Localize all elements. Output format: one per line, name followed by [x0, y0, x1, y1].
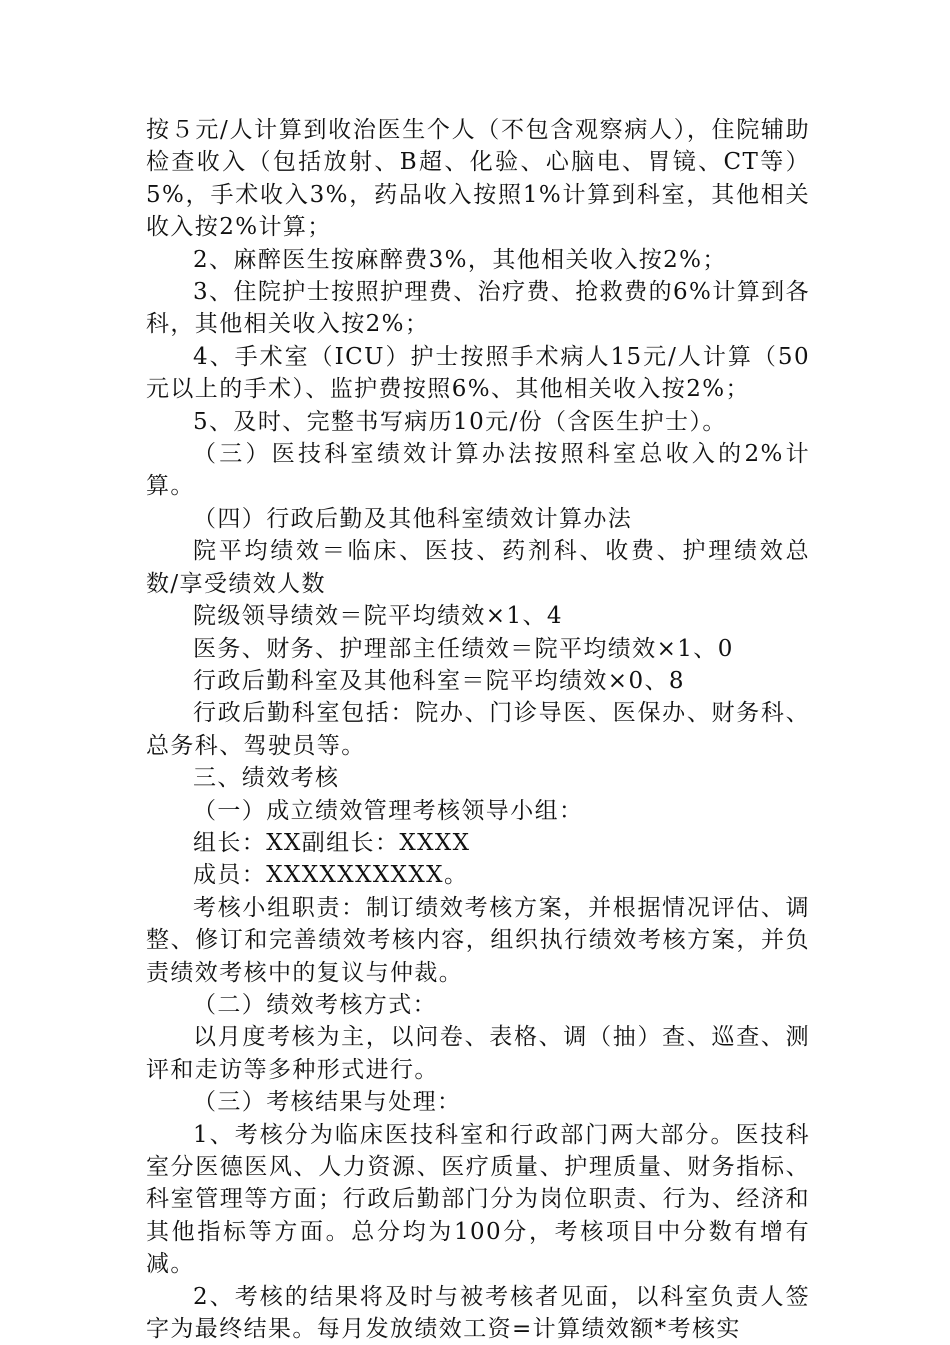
paragraph: 以月度考核为主，以问卷、表格、调（抽）查、巡查、测评和走访等多种形式进行。 — [146, 1024, 810, 1083]
paragraph: 医务、财务、护理部主任绩效＝院平均绩效×1、0 — [193, 635, 734, 662]
paragraph: 院平均绩效＝临床、医技、药剂科、收费、护理绩效总数/享受绩效人数 — [146, 538, 810, 597]
paragraph: 2、考核的结果将及时与被考核者见面，以科室负责人签字为最终结果。每月发放绩效工资=计算绩效额*考核实 — [146, 1283, 810, 1343]
paragraph: 4、手术室（ICU）护士按照手术病人15元/人计算（50元以上的手术）、监护费按照6%、其他相关收入按2%； — [146, 343, 810, 403]
paragraph: 3、住院护士按照护理费、治疗费、抢救费的6%计算到各科，其他相关收入按2%； — [146, 279, 810, 338]
document-body — [146, 114, 810, 1345]
paragraph: （四）行政后勤及其他科室绩效计算办法 — [193, 505, 633, 532]
paragraph: 行政后勤科室包括：院办、门诊导医、医保办、财务科、总务科、驾驶员等。 — [146, 700, 810, 759]
paragraph: 成员：XXXXXXXXXX。 — [193, 862, 469, 889]
paragraph: 行政后勤科室及其他科室＝院平均绩效×0、8 — [193, 667, 685, 694]
subsection-heading: （二）绩效考核方式： — [193, 991, 437, 1018]
section-heading: 三、绩效考核 — [193, 765, 340, 792]
paragraph: 考核小组职责：制订绩效考核方案，并根据情况评估、调整、修订和完善绩效考核内容，组织执行绩效考核方案，并负责绩效考核中的复议与仲裁。 — [146, 894, 810, 986]
paragraph: 2、麻醉医生按麻醉费3%，其他相关收入按2%； — [193, 246, 727, 273]
paragraph: 按５元/人计算到收治医生个人（不包含观察病人），住院辅助检查收入（包括放射、B超、化验、心脑电、胃镜、CT等）5%，手术收入3%，药品收入按照1%计算到科室，其他相关收入按2%计算； — [146, 117, 810, 241]
paragraph: 1、考核分为临床医技科室和行政部门两大部分。医技科室分医德医风、人力资源、医疗质量、护理质量、财务指标、科室管理等方面；行政后勤部门分为岗位职责、行为、经济和其他指标等方面。总分均为100分，考核项目中分数有增有减。 — [146, 1121, 810, 1278]
subsection-heading: （一）成立绩效管理考核领导小组： — [193, 797, 584, 824]
paragraph: 5、及时、完整书写病历10元/份（含医生护士）。 — [193, 408, 727, 435]
paragraph: 组长：XX副组长：XXXX — [193, 829, 471, 856]
subsection-heading: （三）考核结果与处理： — [193, 1089, 462, 1116]
paragraph: 院级领导绩效＝院平均绩效×1、4 — [193, 603, 563, 630]
paragraph: （三）医技科室绩效计算办法按照科室总收入的2%计算。 — [146, 441, 810, 500]
